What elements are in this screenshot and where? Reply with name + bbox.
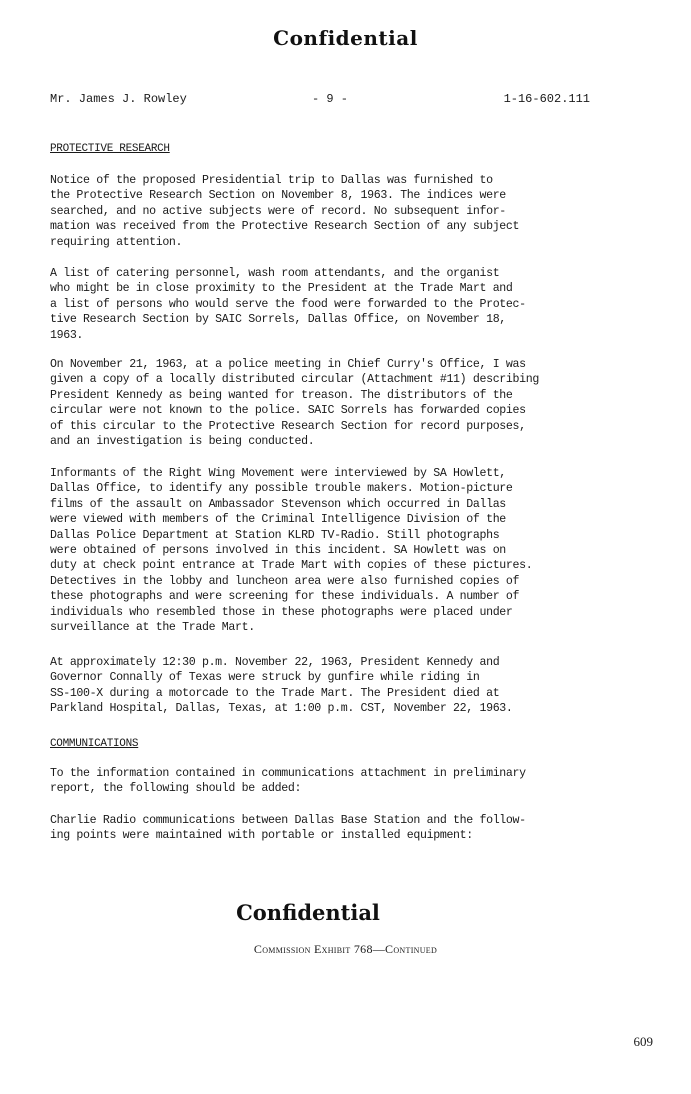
section-heading-protective-research: PROTECTIVE RESEARCH — [50, 143, 170, 155]
paragraph-informants: Informants of the Right Wing Movement were interviewed by SA Howlett, Dallas Office, to identify any possible trouble makers. Motion-picture films of the assault on Ambassador Stevenson which occurred in Dallas were viewed with members of the Criminal Intelligence Division of the Dallas Police Department at Station KLRD TV-Radio. Still photographs were obtained of persons involved in this incident. SA Howlett was on duty at check point entrance at Trade Mart with copies of these pictures. Detectives in the lobby and luncheon area were also furnished copies of these photographs and were screening for these individuals. A number of individuals who resembled those in these photographs were placed under surveillance at the Trade Mart. — [50, 467, 533, 635]
paragraph-charlie-radio: Charlie Radio communications between Dallas Base Station and the follow- ing points were maintained with portable or installed equipment: — [50, 814, 526, 843]
exhibit-caption: Commission Exhibit 768—Continued — [253, 942, 438, 956]
paragraph-notice: Notice of the proposed Presidential trip to Dallas was furnished to the Protective Research Section on November 8, 1963. The indices were searched, and no active subjects were of record. No subsequent infor- mation was received from the Protective Research Section of any subject requiring attention. — [50, 174, 520, 249]
confidential-stamp-bottom: Confidential — [236, 900, 380, 925]
paragraph-circular: On November 21, 1963, at a police meeting in Chief Curry's Office, I was given a copy of a locally distributed circular (Attachment #11) describing President Kennedy as being wanted for treason. The distributors of the circular were not known to the police. SAIC Sorrels has forwarded copies of this circular to the Protective Research Section for record purposes, and an investigation is being conducted. — [50, 358, 539, 449]
paragraph-communications-intro: To the information contained in communications attachment in preliminary report, the following should be added: — [50, 767, 526, 796]
page-indicator: - 9 - — [312, 92, 349, 106]
paragraph-catering-list: A list of catering personnel, wash room attendants, and the organist who might be in close proximity to the President at the Trade Mart and a list of persons who would serve the food were forwarded to the Protec- tive Research Section by SAIC Sorrels, Dallas Office, on November 18, 1963. — [50, 267, 526, 342]
addressee: Mr. James J. Rowley — [50, 92, 187, 106]
file-number: 1-16-602.111 — [503, 92, 590, 106]
confidential-stamp-top: Confidential — [273, 26, 418, 50]
memo-header — [50, 92, 590, 110]
paragraph-assassination: At approximately 12:30 p.m. November 22, 1963, President Kennedy and Governor Connally of Texas were struck by gunfire while riding in SS-100-X during a motorcade to the Trade Mart. The President died at Parkland Hospital, Dallas, Texas, at 1:00 p.m. CST, November 22, 1963. — [50, 656, 513, 716]
section-heading-communications: COMMUNICATIONS — [50, 738, 139, 750]
page-number: 609 — [633, 1034, 653, 1049]
